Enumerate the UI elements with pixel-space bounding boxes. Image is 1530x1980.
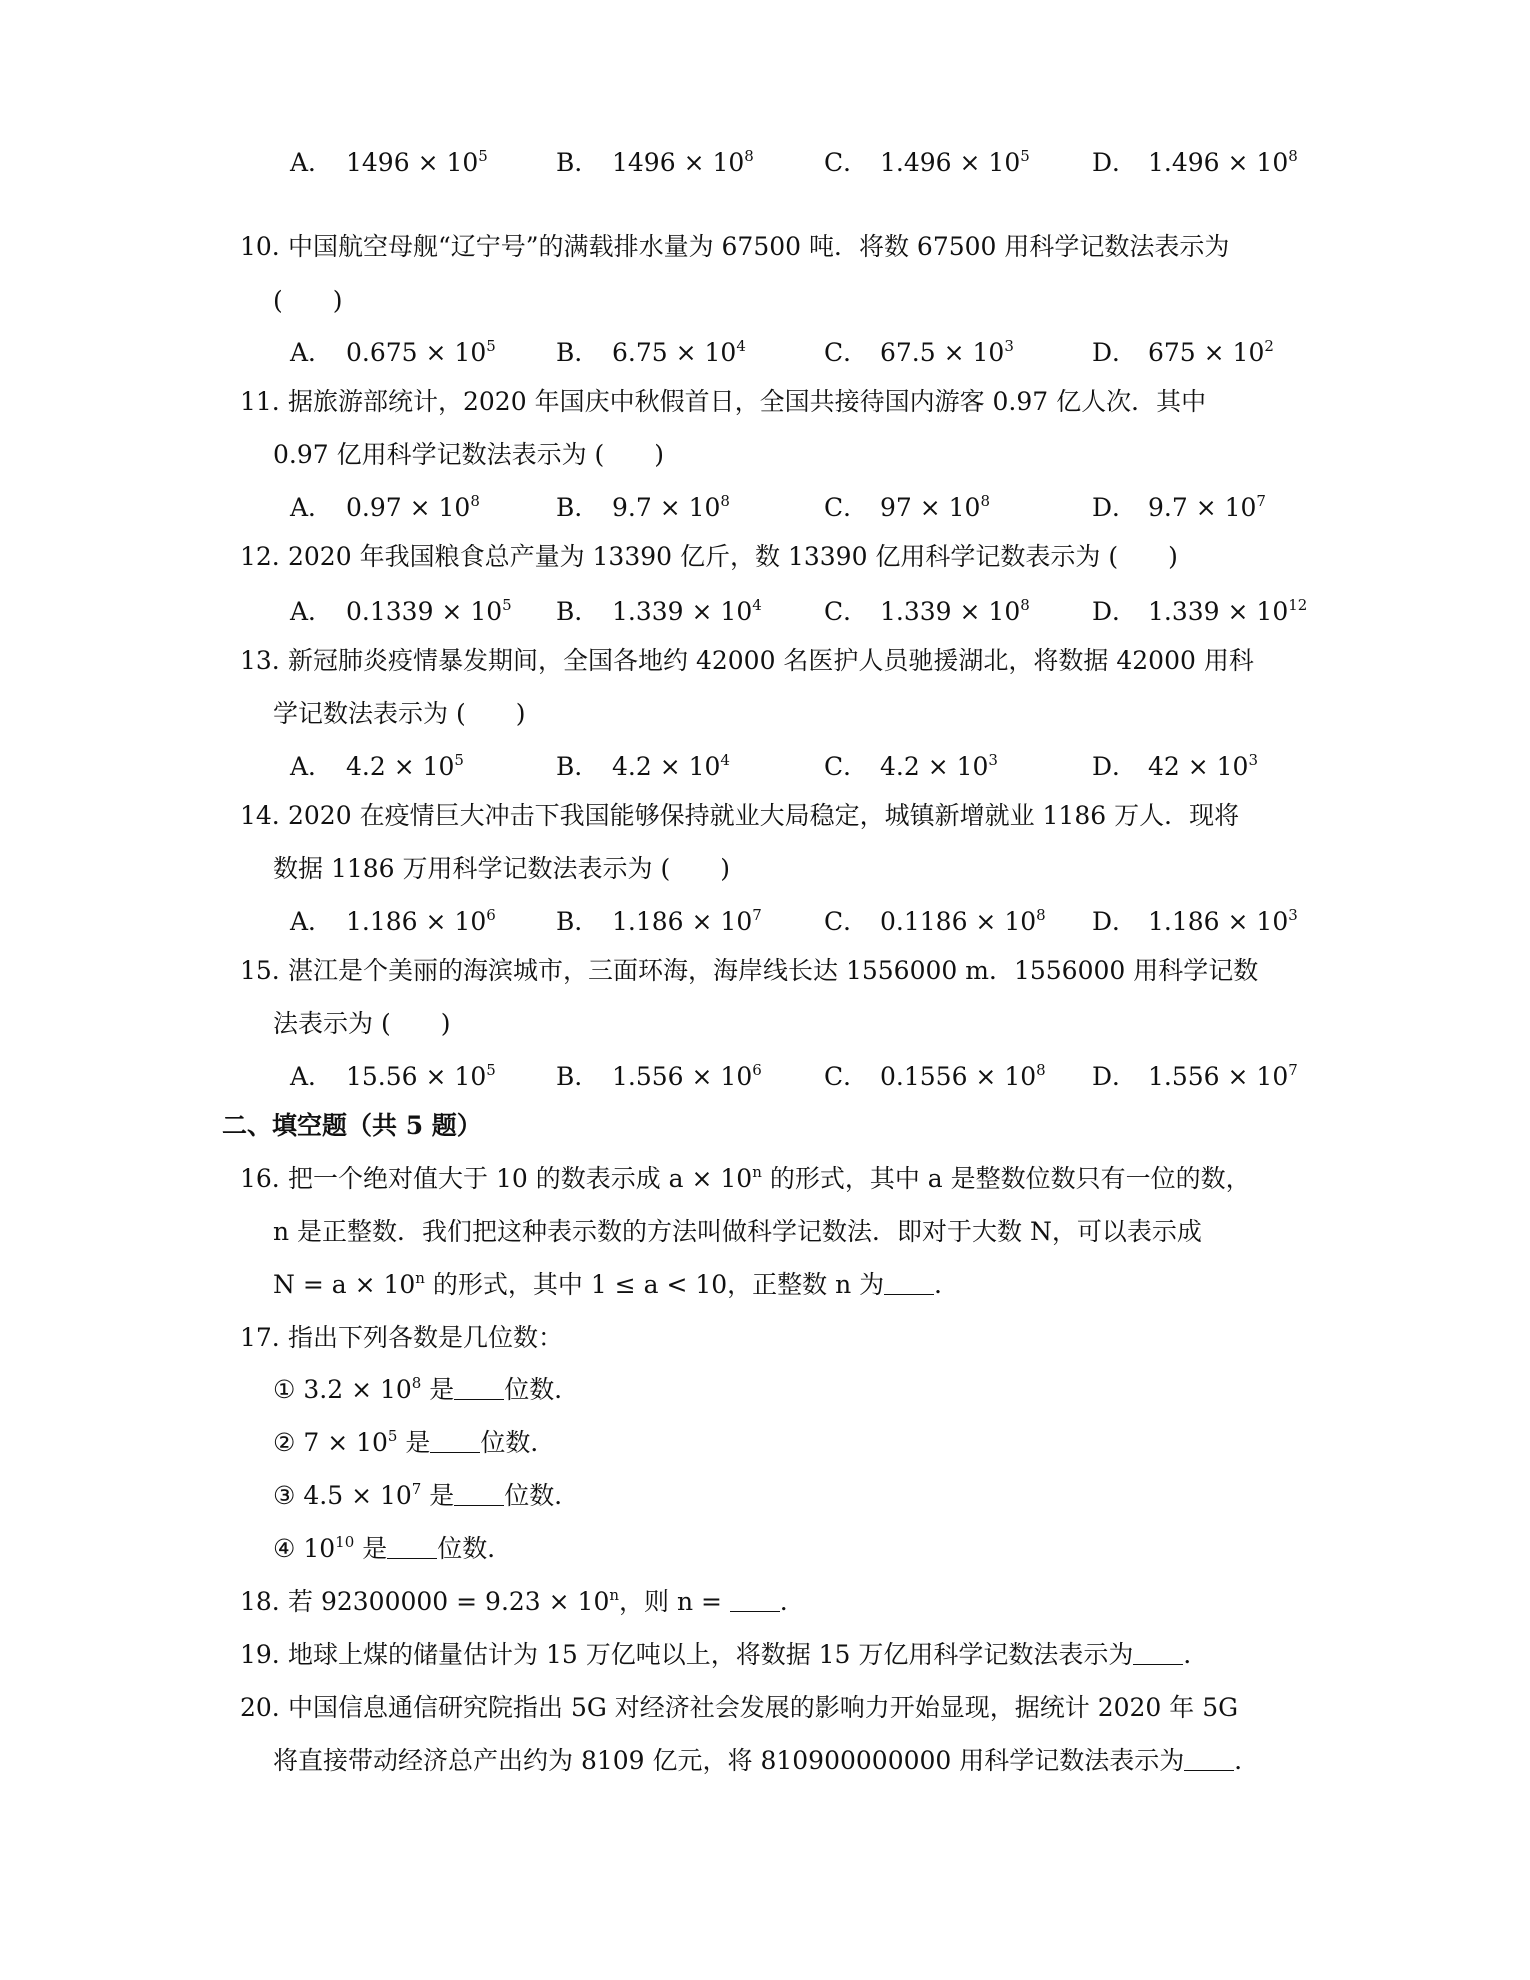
- q12-option-b[interactable]: B． $1.339 \times 10^4$: [556, 596, 762, 626]
- q14-option-d[interactable]: D． $1.186 \times 10^3$: [1092, 906, 1298, 936]
- q15-option-a[interactable]: A． $15.56 \times 10^5$: [290, 1061, 496, 1091]
- q13-option-c[interactable]: C． $4.2 \times 10^3$: [824, 751, 998, 781]
- question-number: 13.: [240, 646, 280, 675]
- q11-option-c[interactable]: C． $97 \times 10^8$: [824, 492, 991, 522]
- q15-option-c[interactable]: C． $0.1556 \times 10^8$: [824, 1061, 1046, 1091]
- q13-option-b[interactable]: B． $4.2 \times 10^4$: [556, 751, 730, 781]
- question-text: 据旅游部统计，2020 年国庆中秋假首日，全国共接待国内游客 0.97 亿人次．其中: [288, 387, 1207, 416]
- question-text: 2020 在疫情巨大冲击下我国能够保持就业大局稳定，城镇新增就业 1186 万人．现将: [288, 801, 1240, 830]
- answer-blank[interactable]: [454, 1483, 504, 1506]
- q10-option-c[interactable]: C． $67.5 \times 10^3$: [824, 337, 1014, 367]
- question-number: 11.: [240, 387, 280, 416]
- q11-option-b[interactable]: B． $9.7 \times 10^8$: [556, 492, 730, 522]
- question-10-cont: ( ): [273, 286, 343, 315]
- answer-blank[interactable]: [730, 1589, 780, 1612]
- q9-option-c[interactable]: C． $1.496 \times 10^5$: [824, 147, 1030, 177]
- q14-option-a[interactable]: A． $1.186 \times 10^6$: [290, 906, 496, 936]
- question-text: 中国航空母舰“辽宁号”的满载排水量为 67500 吨．将数 67500 用科学记数法表示为: [288, 232, 1230, 261]
- answer-blank[interactable]: [454, 1377, 504, 1400]
- question-number: 20.: [240, 1693, 280, 1722]
- q11-option-d[interactable]: D． $9.7 \times 10^7$: [1092, 492, 1266, 522]
- q17-item-3: ③ $4.5 \times 10^7$ 是 位数．: [273, 1480, 580, 1510]
- q14-option-c[interactable]: C． $0.1186 \times 10^8$: [824, 906, 1046, 936]
- answer-blank[interactable]: [1184, 1748, 1234, 1771]
- q15-option-d[interactable]: D． $1.556 \times 10^7$: [1092, 1061, 1298, 1091]
- question-16-line2: n 是正整数．我们把这种表示数的方法叫做科学记数法．即对于大数 N，可以表示成: [273, 1217, 1202, 1246]
- question-text: 地球上煤的储量估计为 15 万亿吨以上，将数据 15 万亿用科学记数法表示为 ．: [288, 1640, 1209, 1669]
- answer-blank[interactable]: [1133, 1642, 1183, 1665]
- question-number: 16.: [240, 1164, 280, 1193]
- q13-option-d[interactable]: D． $42 \times 10^3$: [1092, 751, 1259, 781]
- question-15-cont: 法表示为 ( ): [273, 1009, 451, 1038]
- q17-item-4: ④ $10^{10}$ 是 位数．: [273, 1533, 513, 1563]
- q12-option-c[interactable]: C． $1.339 \times 10^8$: [824, 596, 1030, 626]
- question-number: 19.: [240, 1640, 280, 1669]
- q15-option-b[interactable]: B． $1.556 \times 10^6$: [556, 1061, 762, 1091]
- q14-option-b[interactable]: B． $1.186 \times 10^7$: [556, 906, 762, 936]
- q9-option-b[interactable]: B． $1496 \times 10^8$: [556, 147, 754, 177]
- question-11-cont: 0.97 亿用科学记数法表示为 ( ): [273, 440, 665, 469]
- q10-option-d[interactable]: D． $675 \times 10^2$: [1092, 337, 1274, 367]
- q10-option-b[interactable]: B． $6.75 \times 10^4$: [556, 337, 746, 367]
- question-text: 2020 年我国粮食总产量为 13390 亿斤，数 13390 亿用科学记数表示为 ( ): [288, 542, 1178, 571]
- question-text: 若 $92300000 = 9.23 \times 10^n$，则 n = ．: [288, 1586, 805, 1616]
- question-number: 18.: [240, 1587, 280, 1616]
- q17-item-1: ① $3.2 \times 10^8$ 是 位数．: [273, 1374, 580, 1404]
- question-number: 12.: [240, 542, 280, 571]
- answer-blank[interactable]: [430, 1430, 480, 1453]
- question-number: 10.: [240, 232, 280, 261]
- q17-item-2: ② $7 \times 10^5$ 是 位数．: [273, 1427, 556, 1457]
- q13-option-a[interactable]: A． $4.2 \times 10^5$: [290, 751, 464, 781]
- question-number: 17.: [240, 1323, 280, 1352]
- q12-option-d[interactable]: D． $1.339 \times 10^{12}$: [1092, 596, 1308, 626]
- section-title: 二、填空题（共 5 题）: [222, 1111, 482, 1140]
- question-text: 新冠肺炎疫情暴发期间，全国各地约 42000 名医护人员驰援湖北，将数据 42000 用科: [288, 646, 1254, 675]
- q12-option-a[interactable]: A． $0.1339 \times 10^5$: [290, 596, 512, 626]
- question-14-cont: 数据 1186 万用科学记数法表示为 ( ): [273, 854, 730, 883]
- question-text: 中国信息通信研究院指出 5G 对经济社会发展的影响力开始显现，据统计 2020 年 5G: [288, 1693, 1239, 1722]
- q9-option-a[interactable]: A． $1496 \times 10^5$: [290, 147, 488, 177]
- answer-blank[interactable]: [387, 1536, 437, 1559]
- question-text: 把一个绝对值大于 10 的数表示成 $a \times 10^n$ 的形式，其中 a 是整数位数只有一位的数，: [288, 1163, 1251, 1193]
- question-16-line3: $N = a \times 10^n$ 的形式，其中 1 ≤ a < 10，正整数 n 为 ．: [273, 1269, 960, 1299]
- q10-option-a[interactable]: A． $0.675 \times 10^5$: [290, 337, 496, 367]
- q11-option-a[interactable]: A． $0.97 \times 10^8$: [290, 492, 480, 522]
- q9-option-d[interactable]: D． $1.496 \times 10^8$: [1092, 147, 1298, 177]
- question-text: 指出下列各数是几位数：: [288, 1323, 564, 1352]
- question-number: 14.: [240, 801, 280, 830]
- answer-blank[interactable]: [884, 1272, 934, 1295]
- question-20-cont: 将直接带动经济总产出约为 8109 亿元，将 810900000000 用科学记数法表示为 ．: [273, 1746, 1260, 1775]
- question-13-cont: 学记数法表示为 ( ): [273, 699, 526, 728]
- question-number: 15.: [240, 956, 280, 985]
- question-text: 湛江是个美丽的海滨城市，三面环海，海岸线长达 1556000 m．1556000 用科学记数: [288, 956, 1259, 985]
